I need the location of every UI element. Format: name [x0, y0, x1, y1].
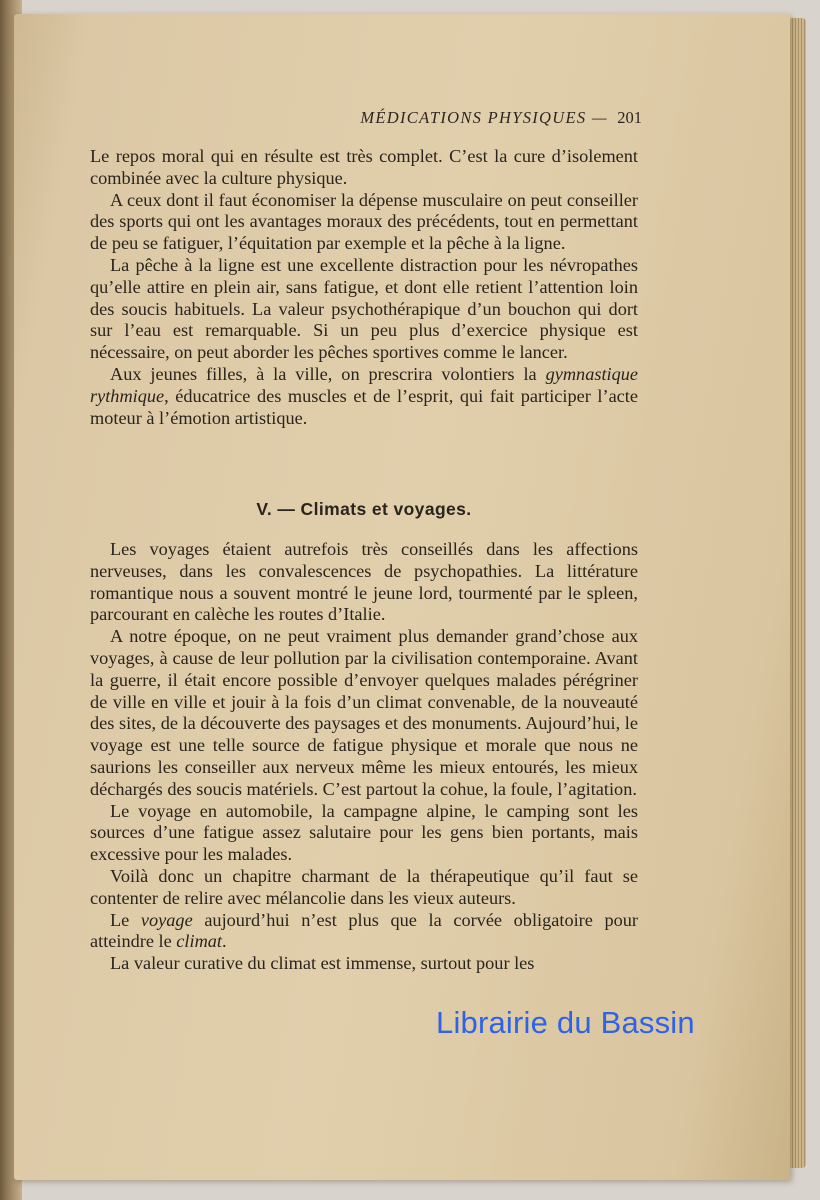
italic-term: voyage [140, 909, 193, 930]
paragraph: A notre époque, on ne peut vraiment plus demander grand’chose aux voyages, à cause de leur pollution par la civilisation contemporaine. Avant la guerre, il était encore possible d’envoyer quelques malades pérégriner de ville en ville et jouir à la fois d’un climat convenable, de la nouveauté des sites, de la découverte des paysages et des monuments. Aujourd’hui, le voyage est une telle source de fatigue physique et morale que nous ne saurions les conseiller aux nerveux même les mieux entourés, les mieux déchargés des soucis matériels. C’est partout la cohue, la foule, l’agitation. [90, 626, 638, 799]
paragraph: La pêche à la ligne est une excellente distraction pour les névropathes qu’elle attire en plein air, sans fatigue, et dont elle retient l’attention loin des soucis habituels. La valeur psychothérapique d’un bouchon qui dort sur l’eau est remarquable. Si un peu plus d’exercice physique est nécessaire, on peut aborder les pêches sportives comme le lancer. [90, 254, 638, 363]
text-run: aujourd’hui n’est plus que la corvée obligatoire pour atteindre le [90, 909, 639, 952]
text-run: Aux jeunes filles, à la ville, on prescrira volontiers la [110, 363, 546, 384]
text-run: , éducatrice des muscles et de l’esprit, qui fait participer l’acte moteur à l’émotion artistique. [90, 385, 638, 428]
text-block-top [90, 146, 638, 429]
paragraph-gymnastique [90, 364, 638, 429]
paragraph: Le repos moral qui en résulte est très complet. C’est la cure d’isolement combinée avec la culture physique. [90, 146, 638, 188]
section-heading: V. — Climats et voyages. [256, 499, 472, 519]
running-title: MÉDICATIONS PHYSIQUES — [360, 108, 608, 127]
watermark: Librairie du Bassin [436, 1005, 695, 1040]
italic-term: gymnastique rythmique [90, 363, 638, 406]
paragraph-voyage [90, 910, 638, 954]
text-block-bottom [90, 539, 638, 975]
paragraph-last-line: La valeur curative du climat est immense, surtout pour les [110, 953, 535, 974]
paragraph: Voilà donc un chapitre charmant de la thérapeutique qu’il faut se contenter de relire avec mélancolie dans les vieux auteurs. [90, 865, 638, 908]
text-run: . [222, 931, 227, 952]
running-head [300, 108, 642, 128]
italic-term: climat [176, 931, 222, 952]
paragraph: A ceux dont il faut économiser la dépense musculaire on peut conseiller des sports qui ont les avantages moraux des précédents, tout en permettant de peu se fatiguer, l’équitation par exemple et la pêche à la ligne. [90, 189, 638, 254]
page-number: 201 [617, 108, 642, 127]
paragraph: Les voyages étaient autrefois très conseillés dans les affections nerveuses, dans les convalescences de psychopathies. La littérature romantique nous a souvent montré le jeune lord, tourmenté par le spleen, parcourant en calèche les routes d’Italie. [90, 539, 638, 625]
text-run: Le [110, 909, 141, 930]
paragraph: Le voyage en automobile, la campagne alpine, le camping sont les sources d’une fatigue assez salutaire pour les gens bien portants, mais excessive pour les malades. [90, 800, 638, 865]
